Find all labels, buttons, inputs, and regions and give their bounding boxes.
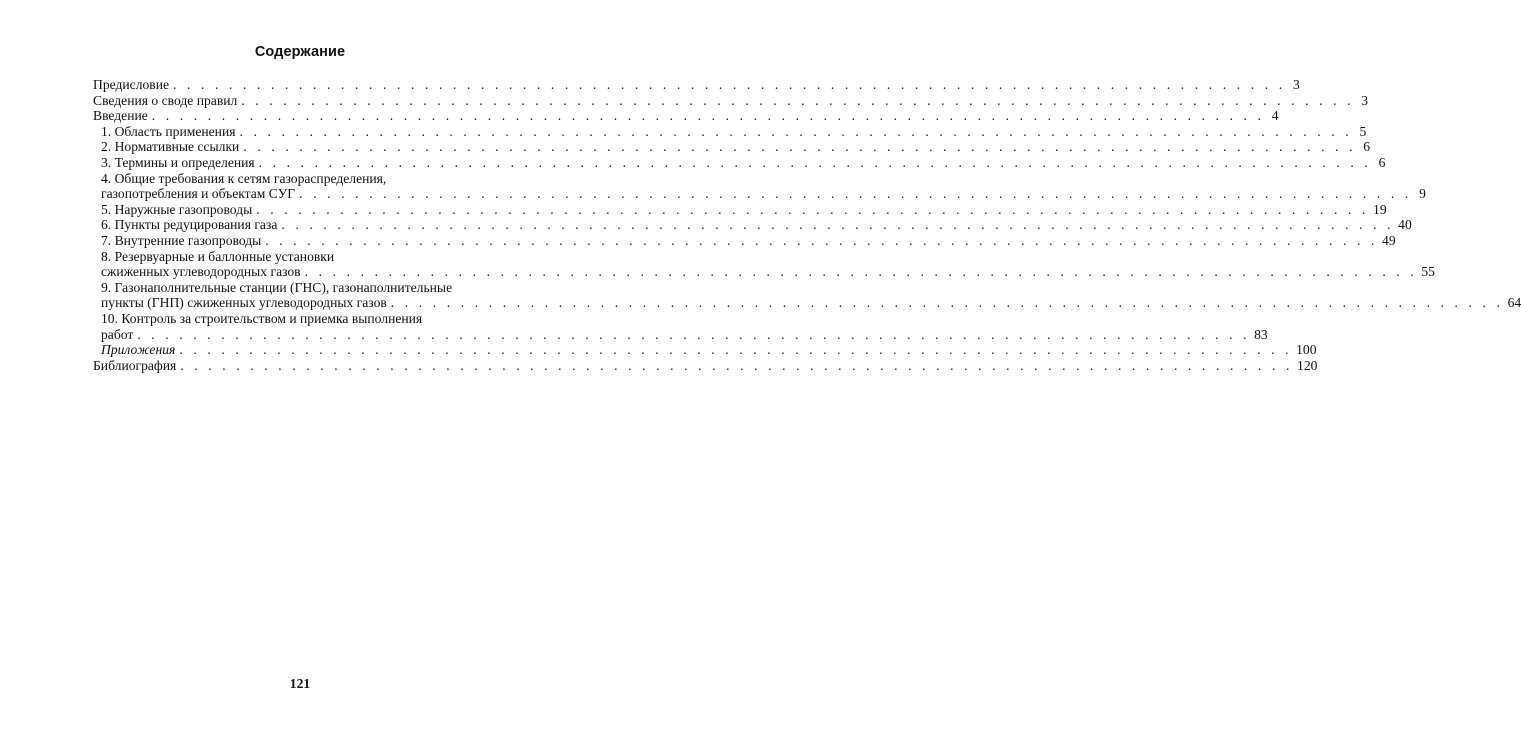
toc-entry-label: Предисловие xyxy=(93,77,170,92)
dot-leader: . . . . . . . . . . . . . . . . . . . . . . . . . . . . . . . . . . . . . . . . . . . . . . . . . . . . . . . . . . . . . . . . . . . . . . . . . . . . . . . . xyxy=(137,326,1251,342)
toc-entry-label: Сведения о своде правил xyxy=(93,92,238,108)
dot-leader: . . . . . . . . . . . . . . . . . . . . . . . . . . . . . . . . . . . . . . . . . . . . . . . . . . . . . . . . . . . . . . . . . . . . . . . . . . . . . . . . xyxy=(265,232,1379,248)
toc-entry[interactable] xyxy=(93,154,1386,171)
toc-entry-page: 40 xyxy=(1398,217,1412,233)
toc-entry-label-line: 8. Резервуарные и баллонные установки xyxy=(101,248,335,264)
toc-entry[interactable] xyxy=(93,201,1387,218)
toc-entry-label: газопотребления и объектам СУГ xyxy=(101,186,296,202)
toc-entry-page: 64 xyxy=(1507,295,1521,311)
toc-entry[interactable] xyxy=(93,310,1268,342)
dot-leader: . . . . . . . . . . . . . . . . . . . . . . . . . . . . . . . . . . . . . . . . . . . . . . . . . . . . . . . . . . . . . . . . . . . . . . . . . . . . . . . . xyxy=(180,357,1294,373)
toc-entry-label: 6. Пункты редуцирования газа xyxy=(101,217,278,233)
toc-entry[interactable] xyxy=(93,232,1396,249)
toc-entry-label: Введение xyxy=(93,108,148,124)
toc-entry-page: 6 xyxy=(1363,139,1371,155)
toc-entry[interactable] xyxy=(93,139,1371,155)
toc-entry-page: 4 xyxy=(1271,108,1279,124)
toc-entry[interactable] xyxy=(93,248,1435,280)
dot-leader: . . . . . . . . . . . . . . . . . . . . . . . . . . . . . . . . . . . . . . . . . . . . . . . . . . . . . . . . . . . . . . . . . . . . . . . . . . . . . . . . xyxy=(239,123,1353,139)
dot-leader: . . . . . . . . . . . . . . . . . . . . . . . . . . . . . . . . . . . . . . . . . . . . . . . . . . . . . . . . . . . . . . . . . . . . . . . . . . . . . . . . xyxy=(173,77,1286,92)
toc-entry-label: Приложения xyxy=(101,342,176,358)
toc-entry-page: 9 xyxy=(1419,186,1426,202)
toc-entry[interactable] xyxy=(93,170,1426,202)
toc-entry-page: 6 xyxy=(1378,154,1386,170)
toc-entry-page: 3 xyxy=(1292,77,1300,92)
dot-leader: . . . . . . . . . . . . . . . . . . . . . . . . . . . . . . . . . . . . . . . . . . . . . . . . . . . . . . . . . . . . . . . . . . . . . . . . . . . . . . . . xyxy=(390,295,1504,311)
toc-entry-label-line: 10. Контроль за строительством и приемка выполнения xyxy=(101,310,423,326)
toc-entry-label: работ xyxy=(101,326,134,342)
toc-entry[interactable] xyxy=(93,357,1318,374)
toc-entry[interactable] xyxy=(93,342,1317,358)
toc-entry-label: сжиженных углеводородных газов xyxy=(101,264,301,280)
toc-entry-label: Библиография xyxy=(93,357,177,373)
toc-entry[interactable] xyxy=(93,217,1412,233)
toc-entry[interactable] xyxy=(93,92,1369,109)
toc-entry[interactable] xyxy=(93,279,1521,311)
toc-list xyxy=(93,77,1521,373)
dot-leader: . . . . . . . . . . . . . . . . . . . . . . . . . . . . . . . . . . . . . . . . . . . . . . . . . . . . . . . . . . . . . . . . . . . . . . . . . . . . . . . . xyxy=(258,154,1372,170)
toc-entry-label: 5. Наружные газопроводы xyxy=(101,201,253,217)
toc-entry-label: 7. Внутренние газопроводы xyxy=(101,232,262,248)
page-number: 121 xyxy=(289,676,311,691)
toc-entry-label-line: 9. Газонаполнительные станции (ГНС), газонаполнительные xyxy=(101,279,453,295)
toc-entry[interactable] xyxy=(93,123,1367,140)
toc-entry-page: 83 xyxy=(1254,326,1268,342)
dot-leader: . . . . . . . . . . . . . . . . . . . . . . . . . . . . . . . . . . . . . . . . . . . . . . . . . . . . . . . . . . . . . . . . . . . . . . . . . . . . . . . . xyxy=(299,186,1412,202)
dot-leader: . . . . . . . . . . . . . . . . . . . . . . . . . . . . . . . . . . . . . . . . . . . . . . . . . . . . . . . . . . . . . . . . . . . . . . . . . . . . . . . . xyxy=(256,201,1370,217)
toc-entry-label: 3. Термины и определения xyxy=(101,154,255,170)
toc-entry-page: 100 xyxy=(1296,342,1317,358)
toc-entry-label-line: 4. Общие требования к сетям газораспределения, xyxy=(101,170,387,186)
toc-entry-label: 1. Область применения xyxy=(101,123,236,139)
dot-leader: . . . . . . . . . . . . . . . . . . . . . . . . . . . . . . . . . . . . . . . . . . . . . . . . . . . . . . . . . . . . . . . . . . . . . . . . . . . . . . . . xyxy=(179,342,1293,358)
toc-title: Содержание xyxy=(254,44,346,60)
dot-leader: . . . . . . . . . . . . . . . . . . . . . . . . . . . . . . . . . . . . . . . . . . . . . . . . . . . . . . . . . . . . . . . . . . . . . . . . . . . . . . . . xyxy=(243,139,1357,155)
toc-entry-page: 55 xyxy=(1421,264,1435,280)
toc-entry-label: 2. Нормативные ссылки xyxy=(101,139,240,155)
toc-entry-page: 49 xyxy=(1382,232,1396,248)
toc-entry[interactable] xyxy=(93,108,1279,124)
toc-entry-page: 19 xyxy=(1373,201,1387,217)
dot-leader: . . . . . . . . . . . . . . . . . . . . . . . . . . . . . . . . . . . . . . . . . . . . . . . . . . . . . . . . . . . . . . . . . . . . . . . . . . . . . . . . xyxy=(304,264,1418,280)
toc-entry-page: 5 xyxy=(1359,123,1367,139)
toc-entry-page: 3 xyxy=(1361,92,1369,108)
toc-entry-label: пункты (ГНП) сжиженных углеводородных газов xyxy=(101,295,387,311)
dot-leader: . . . . . . . . . . . . . . . . . . . . . . . . . . . . . . . . . . . . . . . . . . . . . . . . . . . . . . . . . . . . . . . . . . . . . . . . . . . . . . . . xyxy=(151,108,1265,124)
toc-entry-page: 120 xyxy=(1297,357,1318,373)
dot-leader: . . . . . . . . . . . . . . . . . . . . . . . . . . . . . . . . . . . . . . . . . . . . . . . . . . . . . . . . . . . . . . . . . . . . . . . . . . . . . . . . xyxy=(241,92,1355,108)
dot-leader: . . . . . . . . . . . . . . . . . . . . . . . . . . . . . . . . . . . . . . . . . . . . . . . . . . . . . . . . . . . . . . . . . . . . . . . . . . . . . . . . xyxy=(281,217,1395,233)
toc-entry[interactable] xyxy=(93,77,1300,93)
